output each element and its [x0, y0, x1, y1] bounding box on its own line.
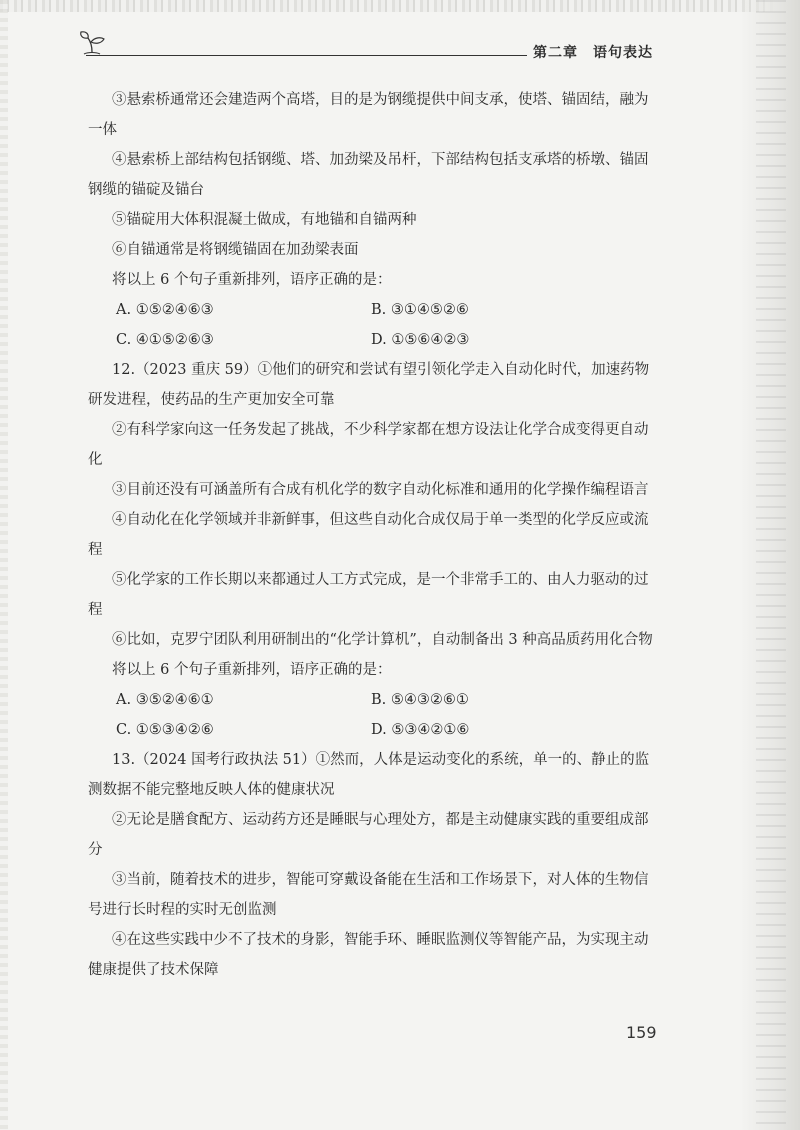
q13-sentence-4: ④在这些实践中少不了技术的身影，智能手环、睡眠监测仪等智能产品，为实现主动健康提供了技术保障 [88, 932, 649, 978]
option-c: C. ④①⑤②⑥③ [116, 332, 214, 348]
scan-noise-left [0, 0, 8, 1130]
chapter-title: 第二章 语句表达 [527, 42, 653, 62]
option-d: D. ①⑤⑥④②③ [371, 332, 470, 348]
options-row [88, 325, 658, 355]
q12-sentence-1: 12.（2023 重庆 59）①他们的研究和尝试有望引领化学走入自动化时代，加速药物研发进程，使药品的生产更加安全可靠 [88, 362, 650, 408]
sentence-3: ③悬索桥通常还会建造两个高塔，目的是为钢缆提供中间支承，使塔、锚固结，融为一体 [88, 92, 649, 138]
options-row [88, 685, 658, 715]
options-row [88, 715, 658, 745]
option-a: A. ①⑤②④⑥③ [116, 302, 214, 318]
q13-sentence-1: 13.（2024 国考行政执法 51）①然而，人体是运动变化的系统，单一的、静止的监测数据不能完整地反映人体的健康状况 [88, 752, 650, 798]
page-content [88, 85, 658, 985]
sentence-6: ⑥自锚通常是将钢缆锚固在加劲梁表面 [112, 242, 359, 258]
q12-sentence-4: ④自动化在化学领域并非新鲜事，但这些自动化合成仅局于单一类型的化学反应或流程 [88, 512, 649, 558]
sprout-icon [78, 30, 108, 56]
option-c: C. ①⑤③④②⑥ [116, 722, 214, 738]
q12-sentence-6: ⑥比如，克罗宁团队利用研制出的“化学计算机”，自动制备出 3 种高品质药用化合物 [112, 632, 653, 648]
q12-prompt: 将以上 6 个句子重新排列，语序正确的是： [112, 662, 392, 678]
option-b: B. ⑤④③②⑥① [371, 692, 469, 708]
sentence-5: ⑤锚碇用大体积混凝土做成，有地锚和自锚两种 [112, 212, 417, 228]
q12-sentence-3: ③目前还没有可涵盖所有合成有机化学的数字自动化标准和通用的化学操作编程语言 [112, 482, 649, 498]
page-header [78, 30, 653, 64]
page-number: 159 [626, 1023, 657, 1042]
q12-sentence-2: ②有科学家向这一任务发起了挑战，不少科学家都在想方设法让化学合成变得更自动化 [88, 422, 649, 468]
question-prompt: 将以上 6 个句子重新排列，语序正确的是： [112, 272, 392, 288]
scan-noise-top [0, 0, 800, 12]
options-row [88, 295, 658, 325]
option-d: D. ⑤③④②①⑥ [371, 722, 470, 738]
option-b: B. ③①④⑤②⑥ [371, 302, 469, 318]
scan-lines-right [756, 0, 786, 1130]
q13-sentence-2: ②无论是膳食配方、运动药方还是睡眠与心理处方，都是主动健康实践的重要组成部分 [88, 812, 649, 858]
sentence-4: ④悬索桥上部结构包括钢缆、塔、加劲梁及吊杆，下部结构包括支承塔的桥墩、锚固钢缆的锚碇及锚台 [88, 152, 649, 198]
q13-sentence-3: ③当前，随着技术的进步，智能可穿戴设备能在生活和工作场景下，对人体的生物信号进行长时程的实时无创监测 [88, 872, 649, 918]
option-a: A. ③⑤②④⑥① [116, 692, 214, 708]
q12-sentence-5: ⑤化学家的工作长期以来都通过人工方式完成，是一个非常手工的、由人力驱动的过程 [88, 572, 649, 618]
